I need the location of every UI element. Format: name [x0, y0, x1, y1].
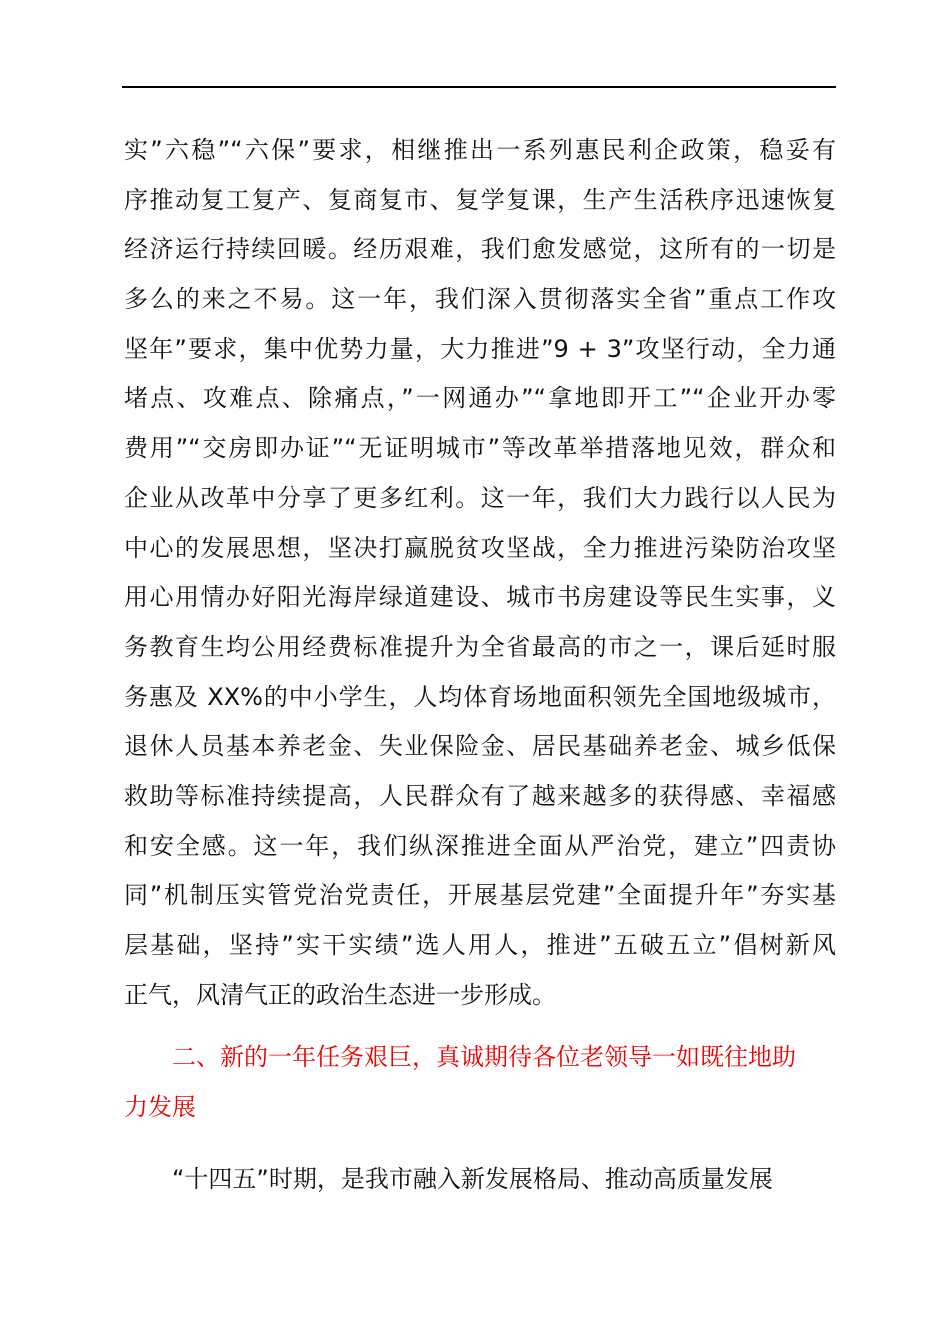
text-line: 实”六稳”“六保”要求，相继推出一系列惠民利企政策，稳妥有	[124, 136, 836, 164]
text-line: 层基础，坚持”实干实绩”选人用人，推进”五破五立”倡树新风	[124, 931, 836, 959]
heading-line: 力发展	[124, 1092, 196, 1121]
text-line: 坚年”要求，集中优势力量，大力推进”9 + 3”攻坚行动，全力通	[124, 334, 836, 363]
header-rule	[122, 86, 836, 88]
text-line: 多么的来之不易。这一年，我们深入贯彻落实全省”重点工作攻	[124, 285, 836, 314]
text-line: 务教育生均公用经费标准提升为全省最高的市之一，课后延时服	[124, 632, 836, 661]
text-line: 退休人员基本养老金、失业保险金、居民基础养老金、城乡低保	[124, 732, 836, 761]
text-line: 中心的发展思想，坚决打赢脱贫攻坚战，全力推进污染防治攻坚	[124, 533, 836, 562]
text-line: 务惠及 XX%的中小学生，人均体育场地面积领先全国地级城市，	[124, 682, 836, 711]
section-heading	[124, 1033, 836, 1132]
text-line: 用心用情办好阳光海岸绿道建设、城市书房建设等民生实事，义	[124, 583, 836, 612]
text-line: 救助等标准持续提高，人民群众有了越来越多的获得感、幸福感	[124, 781, 836, 810]
text-line: 堵点、攻难点、除痛点，”一网通办”“拿地即开工”“企业开办零	[124, 384, 836, 413]
heading-line: 二、新的一年任务艰巨，真诚期待各位老领导一如既往地助	[172, 1043, 796, 1071]
text-line: 费用”“交房即办证”“无证明城市”等改革举措落地见效，群众和	[124, 434, 836, 463]
text-line: 经济运行持续回暖。经历艰难，我们愈发感觉，这所有的一切是	[124, 235, 836, 264]
text-line: “十四五”时期，是我市融入新发展格局、推动高质量发展	[172, 1165, 773, 1193]
text-line: 正气，风清气正的政治生态进一步形成。	[124, 980, 556, 1009]
text-line: 企业从改革中分享了更多红利。这一年，我们大力践行以人民为	[124, 483, 836, 512]
paragraph-2	[124, 1155, 836, 1205]
text-line: 和安全感。这一年，我们纵深推进全面从严治党，建立”四责协	[124, 831, 836, 860]
paragraph-1	[124, 126, 836, 1020]
text-line: 同”机制压实管党治党责任，开展基层党建”全面提升年”夯实基	[124, 881, 836, 910]
text-line: 序推动复工复产、复商复市、复学复课，生产生活秩序迅速恢复	[124, 185, 836, 214]
